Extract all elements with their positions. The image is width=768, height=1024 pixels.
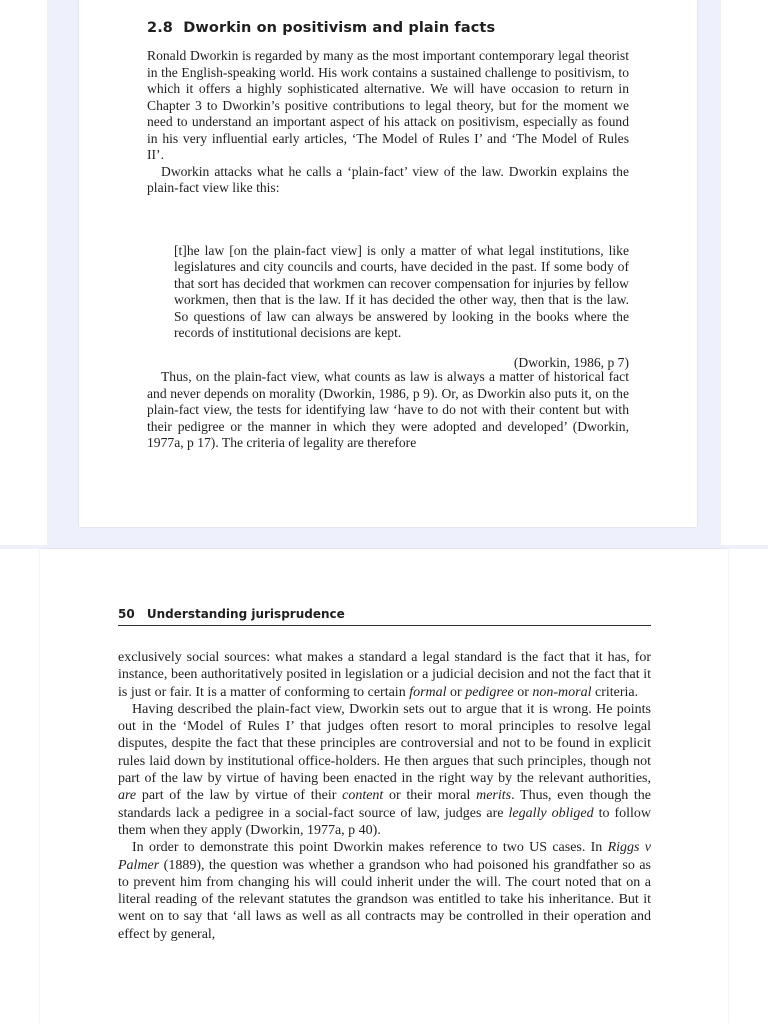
document-page-bottom (40, 549, 728, 1024)
paragraph: In order to demonstrate this point Dworkin makes reference to two US cases. In Riggs v Palmer (1889), the question was whether a grandson who had poisoned his grandfather so as to prevent him from changing his will could inherit under the will. The court noted that on a literal reading of the relevant statutes the grandson was entitled to take his inheritance. But it went on to say that ‘all laws as well as all contracts may be controlled in their operation and effect by general, (118, 840, 651, 942)
page-number: 50 (118, 607, 135, 621)
document-page-top (79, 0, 697, 527)
quote-text: [t]he law [on the plain-fact view] is only a matter of what legal institutions, like legislatures and city councils and courts, have decided in the past. If some body of that sort has decided that workmen can recover compensation for injuries by fellow workmen, then that is the law. If it has decided the other way, then that is the law. So questions of law can always be answered by looking in the books where the records of institutional decisions are kept. (174, 242, 629, 341)
running-header (118, 607, 651, 626)
paragraph: Dworkin attacks what he calls a ‘plain-fact’ view of the law. Dworkin explains the plain-fact view like this: (147, 163, 629, 195)
section-title: Dworkin on positivism and plain facts (183, 20, 496, 36)
paragraph: Ronald Dworkin is regarded by many as the most important contemporary legal theorist in the English-speaking world. His work contains a sustained challenge to positivism, to which it offers a highly sophisticated alternative. We will have occasion to return in Chapter 3 to Dworkin’s positive contributions to legal theory, but for the moment we need to understand an important aspect of his attack on positivism, especially as found in his very influential early articles, ‘The Model of Rules I’ and ‘The Model of Rules II’. (147, 48, 629, 162)
block-quote (174, 229, 629, 385)
section-number: 2.8 (147, 20, 173, 36)
paragraph: Having described the plain-fact view, Dworkin sets out to argue that it is wrong. He points out in the ‘Model of Rules I’ that judges often resort to moral principles to resolve legal disputes, despite the fact that these principles are controversial and not to be found in explicit rules laid down by institutional office-holders. He then argues that such principles, though not part of the law by virtue of having been enacted in the right way by the relevant authorities, are part of the law by virtue of their content or their moral merits. Thus, even though the standards lack a pedigree in a social-fact source of law, judges are legally obliged to follow them when they apply (Dworkin, 1977a, p 40). (118, 701, 652, 838)
body-text-top (147, 48, 629, 197)
body-text-top-continued (147, 369, 629, 452)
paragraph: exclusively social sources: what makes a standard a legal standard is the fact that it has, for instance, been authoritatively posited in legislation or a judicial decision and not the fact that it is just or fair. It is a matter of conforming to certain formal or pedigree or non-moral criteria. (118, 650, 651, 700)
running-title: Understanding jurisprudence (146, 607, 345, 621)
paragraph: Thus, on the plain-fact view, what counts as law is always a matter of historical fact and never depends on morality (Dworkin, 1986, p 9). Or, as Dworkin also puts it, on the plain-fact view, the tests for identifying law ‘have to do not with their content but with their pedigree or the manner in which they were adopted and developed’ (Dworkin, 1977a, p 17). The criteria of legality are therefore (147, 369, 629, 450)
section-heading (147, 20, 495, 36)
quote-citation: (Dworkin, 1986, p 7) (513, 355, 629, 371)
body-text-bottom (118, 649, 651, 943)
